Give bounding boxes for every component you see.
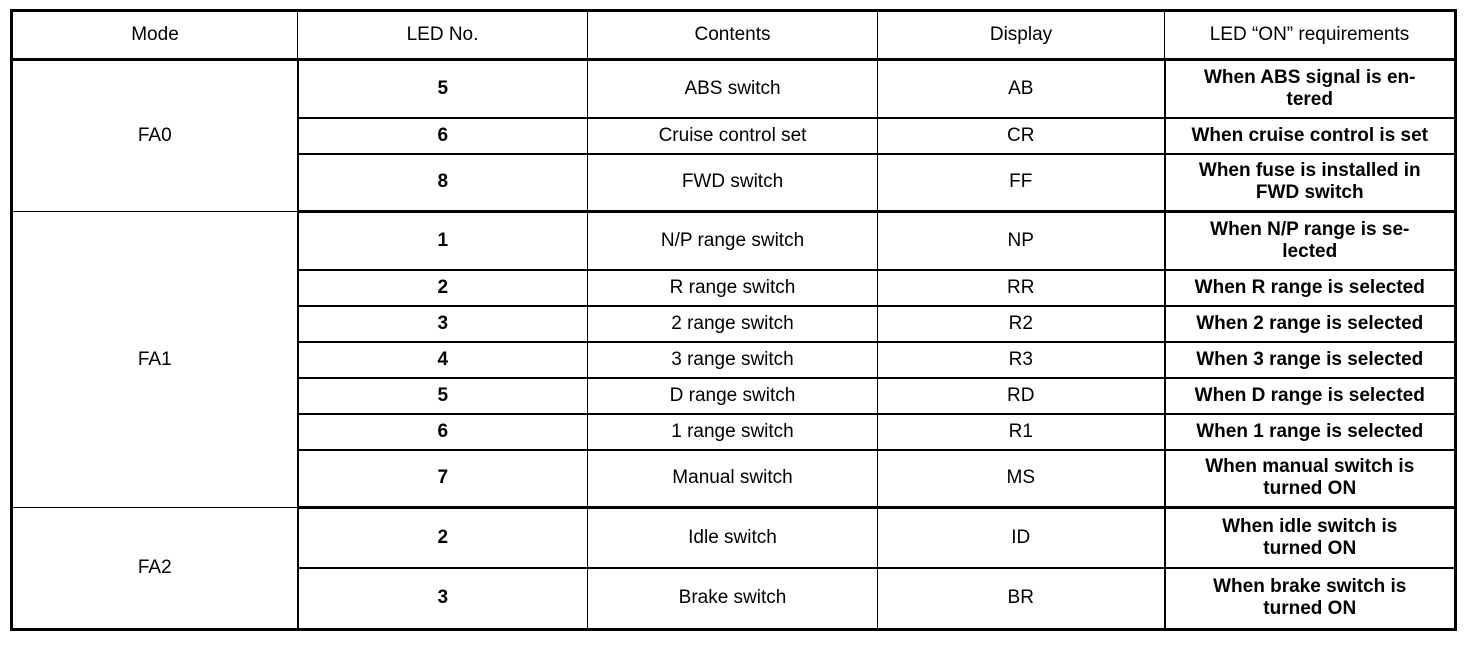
requirement-cell: When manual switch is turned ON [1165,450,1456,508]
header-led-on-requirements: LED “ON” requirements [1165,11,1456,60]
display-cell: NP [878,212,1165,270]
mode-cell: FA0 [12,60,298,212]
requirement-cell: When 2 range is selected [1165,306,1456,342]
header-contents: Contents [588,11,878,60]
requirement-cell: When brake switch is turned ON [1165,568,1456,630]
contents-cell: FWD switch [588,154,878,212]
requirement-cell: When ABS signal is en- tered [1165,60,1456,118]
table-row [12,508,1456,568]
display-cell: AB [878,60,1165,118]
header-row [12,11,1456,60]
led-number-cell: 2 [298,270,588,306]
contents-cell: Idle switch [588,508,878,568]
display-cell: RD [878,378,1165,414]
display-cell: R3 [878,342,1165,378]
header-led-no: LED No. [298,11,588,60]
requirement-cell: When cruise control is set [1165,118,1456,154]
contents-cell: 3 range switch [588,342,878,378]
display-cell: R1 [878,414,1165,450]
display-cell: RR [878,270,1165,306]
contents-cell: ABS switch [588,60,878,118]
led-number-cell: 2 [298,508,588,568]
display-cell: ID [878,508,1165,568]
header-display: Display [878,11,1165,60]
display-cell: FF [878,154,1165,212]
mode-cell: FA1 [12,212,298,508]
contents-cell: 2 range switch [588,306,878,342]
requirement-cell: When 1 range is selected [1165,414,1456,450]
contents-cell: N/P range switch [588,212,878,270]
requirement-cell: When R range is selected [1165,270,1456,306]
requirement-cell: When 3 range is selected [1165,342,1456,378]
display-cell: BR [878,568,1165,630]
requirement-cell: When N/P range is se- lected [1165,212,1456,270]
display-cell: MS [878,450,1165,508]
contents-cell: Manual switch [588,450,878,508]
requirement-cell: When fuse is installed in FWD switch [1165,154,1456,212]
header-mode: Mode [12,11,298,60]
contents-cell: D range switch [588,378,878,414]
requirement-cell: When D range is selected [1165,378,1456,414]
led-number-cell: 3 [298,568,588,630]
table-row [12,60,1456,118]
contents-cell: Brake switch [588,568,878,630]
led-number-cell: 3 [298,306,588,342]
contents-cell: R range switch [588,270,878,306]
requirement-cell: When idle switch is turned ON [1165,508,1456,568]
led-number-cell: 4 [298,342,588,378]
display-cell: R2 [878,306,1165,342]
contents-cell: Cruise control set [588,118,878,154]
led-number-cell: 8 [298,154,588,212]
led-requirements-table [10,9,1457,631]
led-number-cell: 1 [298,212,588,270]
table-body [12,60,1456,630]
led-number-cell: 6 [298,414,588,450]
contents-cell: 1 range switch [588,414,878,450]
led-number-cell: 7 [298,450,588,508]
led-number-cell: 5 [298,378,588,414]
led-number-cell: 5 [298,60,588,118]
table-row [12,212,1456,270]
display-cell: CR [878,118,1165,154]
led-number-cell: 6 [298,118,588,154]
mode-cell: FA2 [12,508,298,630]
